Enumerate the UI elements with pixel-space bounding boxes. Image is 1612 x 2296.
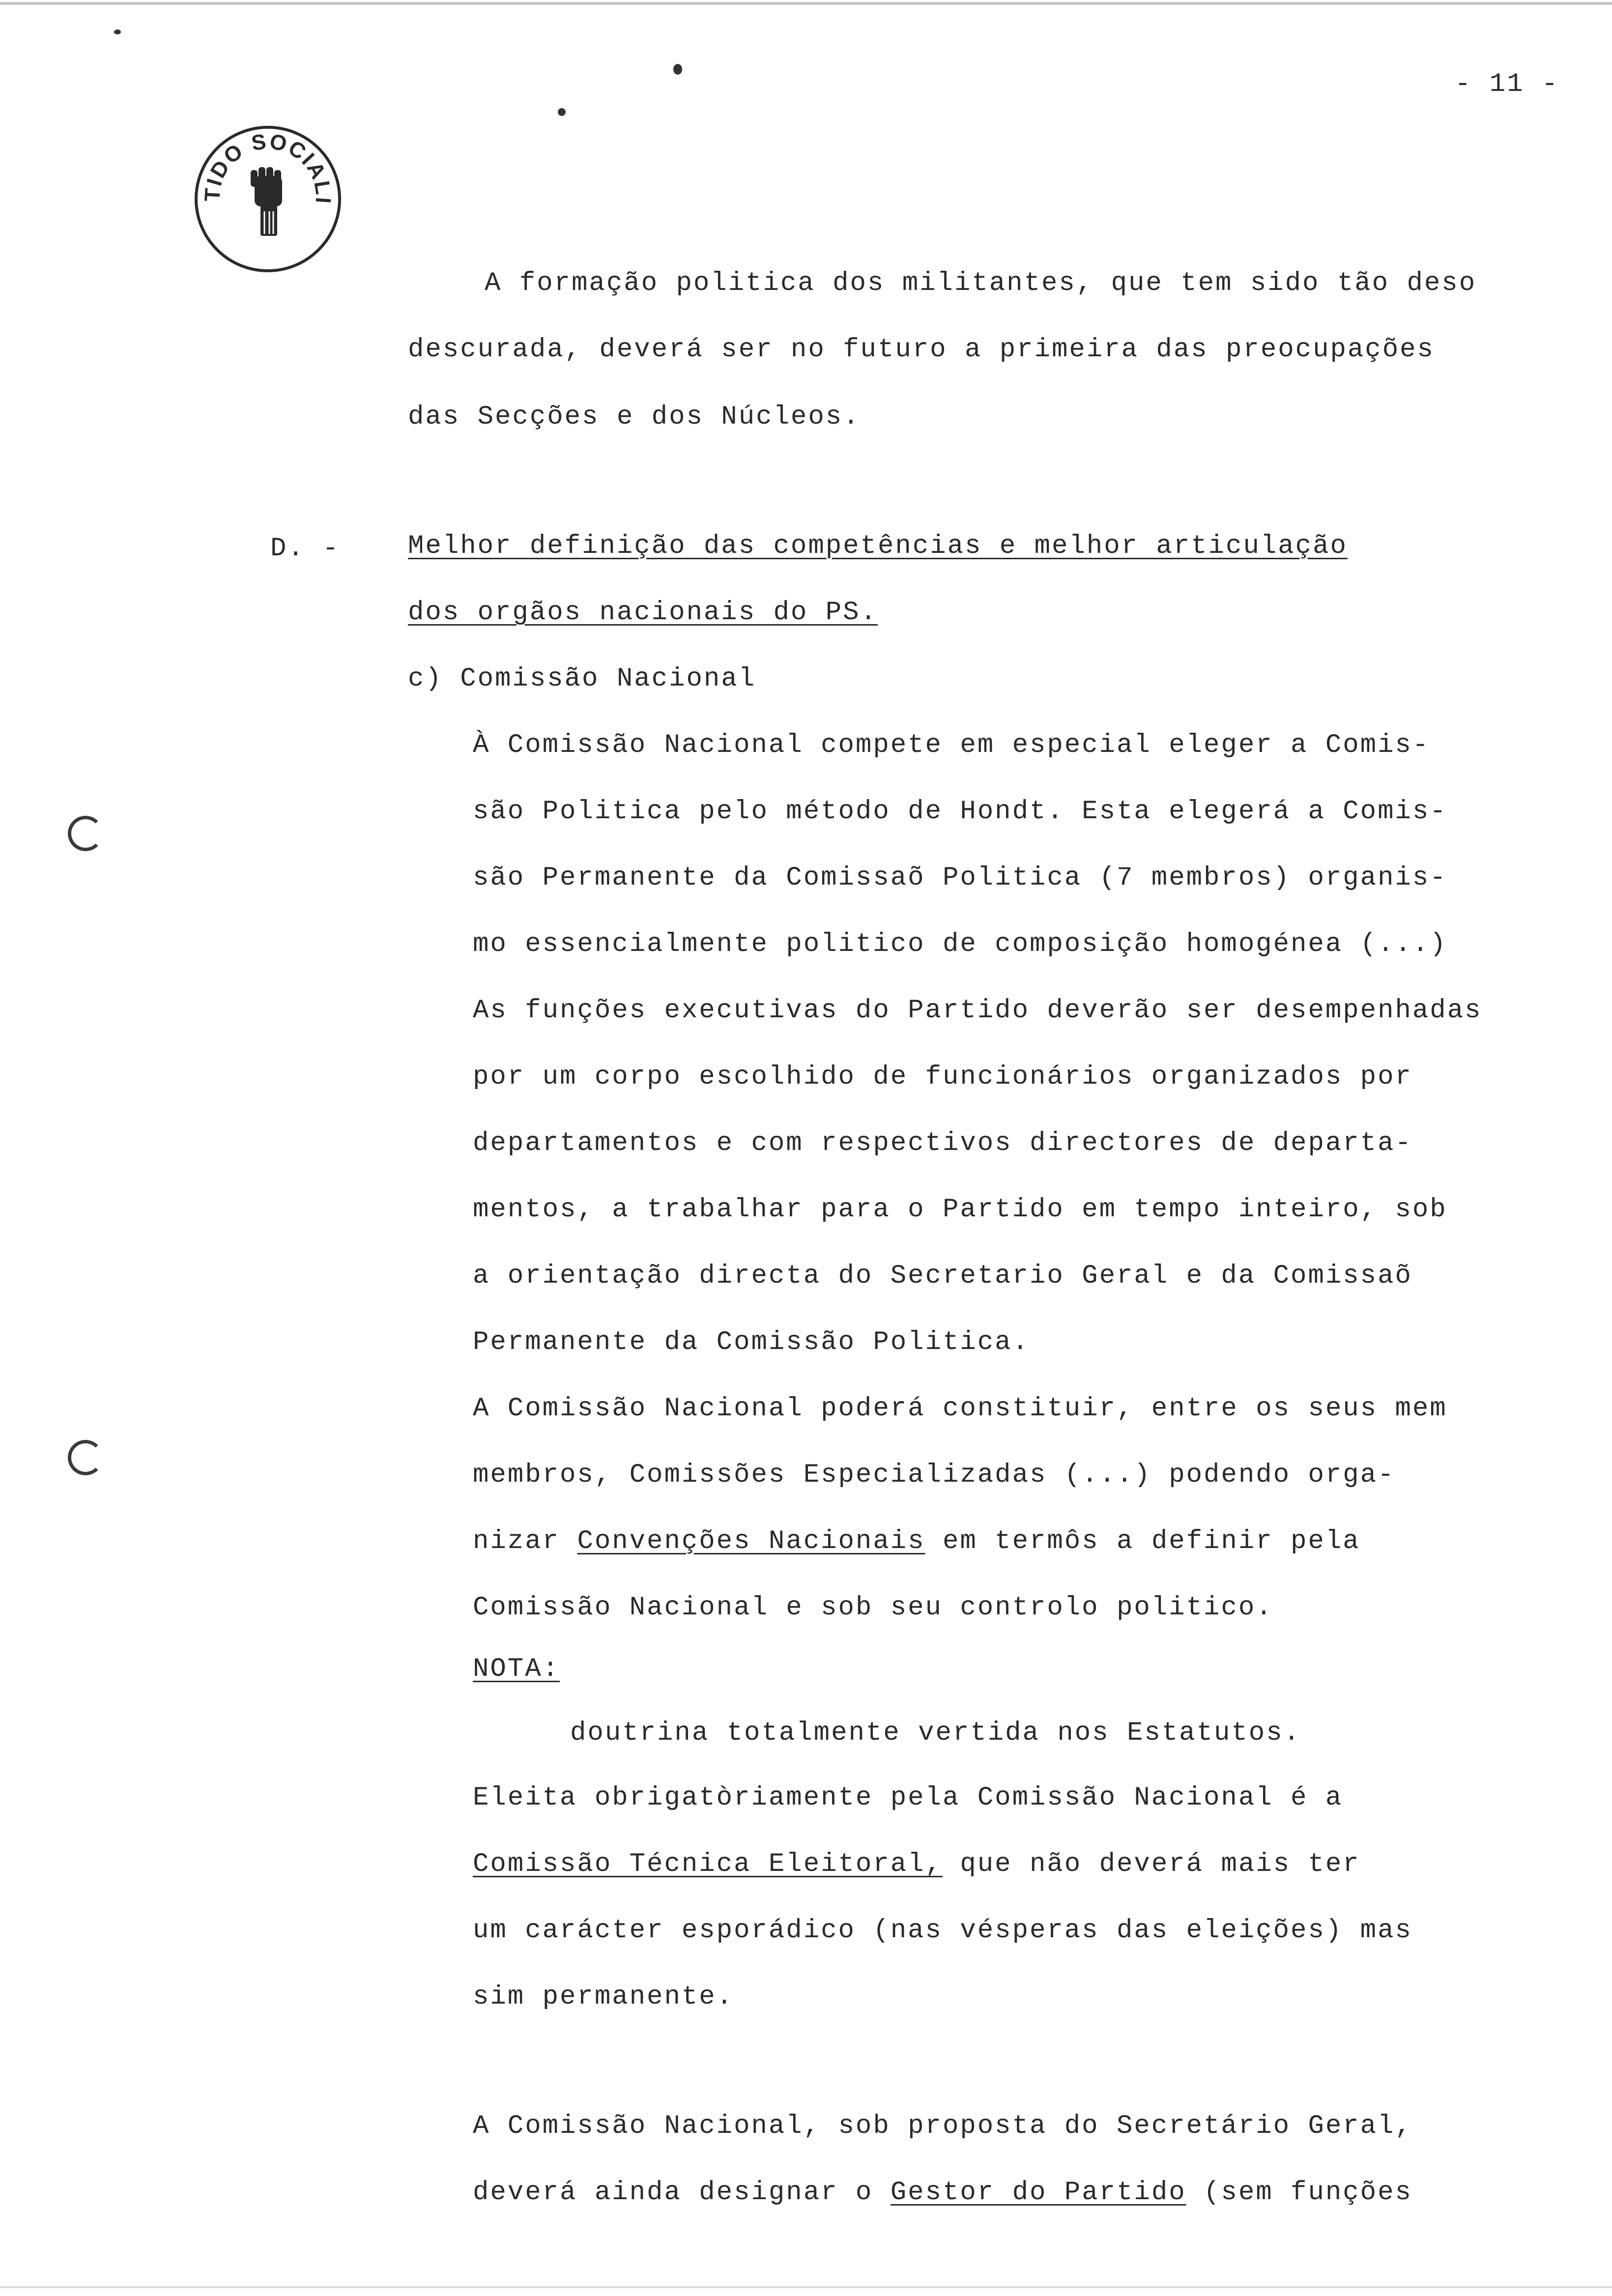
punch-hole [68, 816, 103, 851]
eleita-line: Eleita obrigatòriamente pela Comissão Nacional é a [473, 1783, 1343, 1813]
body-line: departamentos e com respectivos directores de departa- [473, 1128, 1412, 1158]
body-line: Comissão Nacional e sob seu controlo politico. [473, 1593, 1273, 1623]
ink-speck [673, 64, 682, 75]
ink-speck [558, 108, 566, 116]
final-line: A Comissão Nacional, sob proposta do Secretário Geral, [473, 2111, 1412, 2141]
body-line: À Comissão Nacional compete em especial eleger a Comis- [473, 730, 1430, 760]
tecnica-line [473, 1851, 1360, 1878]
tecnica-rest-line: sim permanente. [473, 1982, 734, 2012]
body-line: a orientação directa do Secretario Geral e da Comissaõ [473, 1261, 1412, 1291]
convencoes-before: nizar [473, 1526, 577, 1556]
nota-label: NOTA: [473, 1654, 560, 1684]
convencoes-line [473, 1528, 1360, 1555]
page-number: - 11 - [1455, 69, 1559, 99]
tecnica-rest-line: um carácter esporádico (nas vésperas das eleições) mas [473, 1916, 1412, 1946]
gestor-do-partido-term: Gestor do Partido [890, 2178, 1186, 2208]
body-line: por um corpo escolhido de funcionários organizados por [473, 1062, 1412, 1092]
ink-speck [114, 29, 121, 34]
nota-text: doutrina totalmente vertida nos Estatutos. [570, 1718, 1301, 1748]
tecnica-after: que não deverá mais ter [942, 1849, 1360, 1879]
svg-text:PARTIDO SOCIALISTA: TIDO SOCIALI [200, 129, 336, 206]
comissao-tecnica-term: Comissão Técnica Eleitoral, [473, 1849, 943, 1879]
convencoes-nacionais-term: Convenções Nacionais [577, 1526, 925, 1556]
body-line: são Permanente da Comissaõ Politica (7 membros) organis- [473, 863, 1447, 893]
body-line: As funções executivas do Partido deverão ser desempenhadas [473, 996, 1482, 1026]
scan-bottom-edge [0, 2286, 1612, 2288]
gestor-after: (sem funções [1186, 2178, 1412, 2208]
section-heading: Melhor definição das competências e melhor articulação [408, 531, 1348, 561]
intro-line: A formação politica dos militantes, que tem sido tão deso [485, 268, 1477, 298]
body-line: A Comissão Nacional poderá constituir, entre os seus mem [473, 1394, 1447, 1424]
punch-hole [68, 1440, 103, 1475]
intro-line: das Secções e dos Núcleos. [408, 402, 861, 432]
section-marker: D. - [270, 534, 340, 564]
intro-line: descurada, deverá ser no futuro a primeira das preocupações [408, 335, 1435, 365]
body-line: mo essencialmente politico de composição homogénea (...) [473, 929, 1447, 959]
scan-top-edge [0, 2, 1612, 5]
raised-fist-icon [192, 123, 344, 275]
body-line: são Politica pelo método de Hondt. Esta elegerá a Comis- [473, 797, 1447, 827]
party-logo [192, 123, 344, 275]
gestor-before: deverá ainda designar o [473, 2178, 891, 2208]
body-line: membros, Comissões Especializadas (...) podendo orga- [473, 1460, 1395, 1490]
section-heading: dos orgãos nacionais do PS. [408, 598, 878, 628]
subsection-label: c) Comissão Nacional [408, 664, 756, 694]
gestor-line [473, 2180, 1412, 2206]
body-line: Permanente da Comissão Politica. [473, 1327, 1030, 1357]
convencoes-after: em termôs a definir pela [925, 1526, 1360, 1556]
body-line: mentos, a trabalhar para o Partido em tempo inteiro, sob [473, 1195, 1447, 1225]
